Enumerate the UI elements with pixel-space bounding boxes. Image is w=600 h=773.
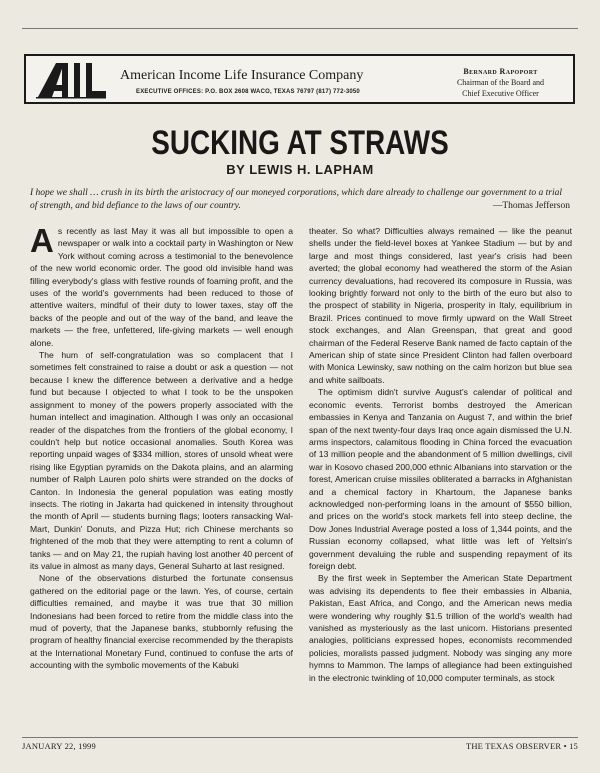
article-byline: BY LEWIS H. LAPHAM xyxy=(226,162,374,177)
paragraph: None of the observations disturbed the fortunate consensus gathered on the editorial page or the lawn. Yes, of course, certain difficulties remained, and maybe it was true that 30 million Indonesians had been forced to retire from the middle class into the mud of poverty, that the Japanese banks, stubbornly refusing the program of healthy financial exercise recommended by the therapists at the International Monetary Fund, continued to confuse the arts of accounting with the symbolic movements of the Kabuki xyxy=(30,573,293,671)
executive-name: Bernard Rapoport xyxy=(463,67,538,76)
top-rule xyxy=(22,28,578,29)
footer-page: THE TEXAS OBSERVER • 15 xyxy=(465,741,578,751)
epigraph-quote: I hope we shall … crush in its birth the aristocracy of our moneyed corporations, which dare already to challenge our government to a trial of strength, and bid defiance to the laws of our country. xyxy=(30,188,563,211)
executive-block xyxy=(438,66,563,99)
epigraph-attribution: —Thomas Jefferson xyxy=(492,201,570,211)
advertisement-banner xyxy=(24,54,575,104)
company-name: American Income Life Insurance Company xyxy=(120,68,364,83)
ail-logo-icon xyxy=(34,61,108,99)
drop-cap: A xyxy=(30,225,54,259)
article-column-right xyxy=(309,225,572,712)
epigraph xyxy=(30,187,570,213)
executive-title-line-2: Chief Executive Officer xyxy=(462,89,539,98)
article-headline: SUCKING AT STRAWS xyxy=(151,124,449,162)
footer-date: JANUARY 22, 1999 xyxy=(22,741,96,751)
paragraph xyxy=(30,225,293,349)
paragraph: theater. So what? Difficulties always remained — like the peanut shells under the field-level boxes at Yankee Stadium — but by and large and most things considered, last year's crisis had been averted; the global economy had weathered the storm of the Asian currency devaluations, had recovered its composure in Russia, was looking brightly forward not only to the birth of the euro but also to the prospect of stability in Nigeria, prosperity in Italy, equilibrium in Brazil. Prices continued to move firmly upward on the Wall Street stock exchanges, and Alan Greenspan, that great and good chairman of the Federal Reserve Bank named de facto captain of the American ship of state since President Clinton had fallen overboard with Monica Lewinsky, saw nothing on the calm horizon but blue sea and white sailboats. xyxy=(309,226,572,385)
paragraph-text: s recently as last May it was all but impossible to open a newspaper or walk into a cocktail party in Washington or New York without coming across a testimonial to the benevolence of the new world economic order. The good old invisible hand was filling everybody's glass with festive rounds of foaming profit, and the uses of the world's governments had been reduced to those of attentive waiters, mindful of their duty to lower taxes, stay off the backs of the people and out of the way of the band, and leave the markets — the free, unfettered, life-giving markets — well enough alone. xyxy=(30,226,293,348)
article-column-left xyxy=(30,225,293,712)
paragraph: By the first week in September the American State Department was advising its dependents to flee their embassies in Albania, Pakistan, East Africa, and Congo, and the American news media were wondering why roughly $1.5 trillion of the world's wealth had vanished as mysteriously as the last unicorn. Historians presented analogies, politicians expressed hopes, economists recommended policies, moralists passed judgment. Nobody was singing any more hymns to Mammon. The lamps of allegiance had been extinguished in the electronic twinkling of 10,000 computer terminals, as stock xyxy=(309,573,572,683)
paragraph: The hum of self-congratulation was so complacent that I sometimes felt constrained to raise a doubt or ask a question — not because I knew the difference between a derivative and a hedge fund but because I objected to what I took to be the unspoken assignment to money of the powers properly associated with the human intellect and imagination. Although I was only an occasional reader of the dispatches from the frontiers of the global economy, I couldn't help but notice occasional anomalies. South Korea was reporting unpaid wages of $334 million, stores of unsold wheat were rising like Egyptian pyramids on the Dakota plains, and an alarming number of Ralph Lauren polo shirts were stranded on the docks of Canton. In Indonesia the general population was eating mostly insects. The rioting in Jakarta had quickened in intensity throughout the month of April — students burning flags; looters ransacking Wal-Mart, Dunkin' Donuts, and Pizza Hut; rich Chinese merchants so frightened of the mob that they were attempting to rent a column of tanks — and on May 21, the rupiah having lost another 40 percent of its value in almost as many days, General Suharto at last resigned. xyxy=(30,350,293,571)
paragraph: The optimism didn't survive August's calendar of political and economic events. Terrorist bombs destroyed the American embassies in Kenya and Tanzania on August 7, and within the brief span of the next twenty-four days Iraq once again dismissed the U.N. arms inspectors, calamitous flooding in China forced the evacuation of 13 million people and the abandonment of 5 million dwellings, civil war in Kosovo chased 200,000 ethnic Albanians into starvation or the forest, American cruise missiles obliterated a barracks in Afghanistan and a chemical factory in Khartoum, the Japanese banks acknowledged non-performing loans in the amount of $550 billion, and prices on the world's stock markets fell into steep decline, the Dow Jones Industrial Average posted a loss of 1,344 points, and the Russian economy collapsed, what little was left of Yeltsin's government devaluing the ruble and suspending repayment of its foreign debt. xyxy=(309,387,572,571)
bottom-rule xyxy=(22,737,578,738)
executive-offices: EXECUTIVE OFFICES: P.O. BOX 2608 WACO, TEXAS 76797 (817) 772-3050 xyxy=(136,89,360,95)
executive-title-line-1: Chairman of the Board and xyxy=(456,78,545,87)
